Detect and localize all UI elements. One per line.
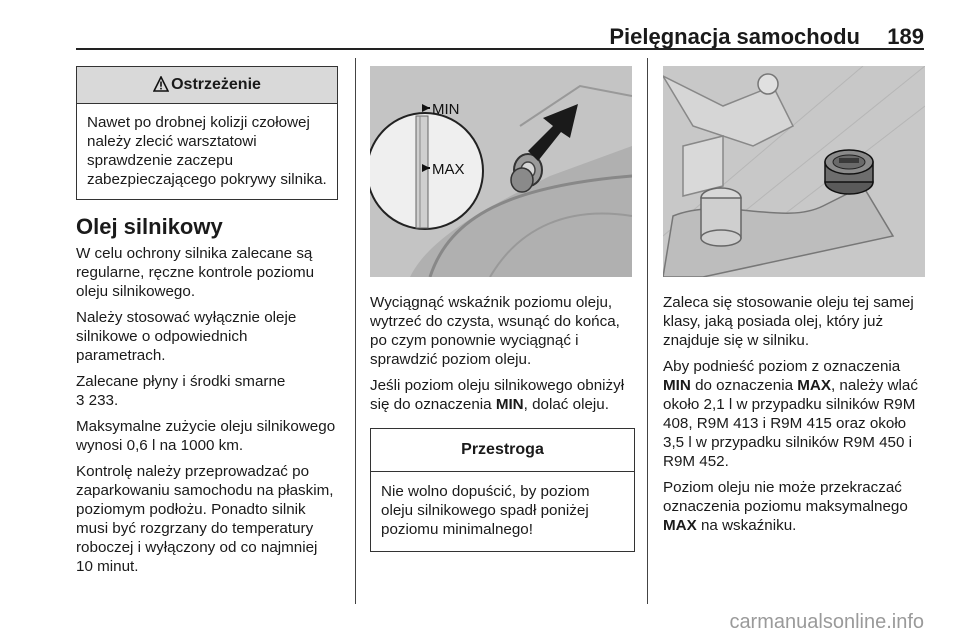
left-column xyxy=(76,66,338,583)
quantity-max-mark: MAX xyxy=(797,377,831,394)
paragraph-min-level xyxy=(370,376,635,414)
warning-header xyxy=(77,67,337,104)
min-level-text-a: Jeśli poziom oleju silnikowego obniżył się do oznaczenia xyxy=(370,377,625,413)
max-limit-mark: MAX xyxy=(663,517,697,534)
warning-icon xyxy=(153,70,169,106)
paragraph-consumption: Maksymalne zużycie oleju silnikowego wynosi 0,6 l na 1000 km. xyxy=(76,418,336,454)
caution-text: Nie wolno dopuścić, by poziom oleju silnikowego spadł poniżej poziomu minimalnego! xyxy=(381,483,590,538)
quantity-text-b: do oznaczenia xyxy=(690,377,798,394)
max-limit-text-b: na wskaźniku. xyxy=(696,517,797,534)
watermark: carmanualsonline.info xyxy=(729,611,924,633)
middle-column xyxy=(370,293,635,552)
section-heading: Olej silnikowy xyxy=(76,214,223,239)
column-divider-1 xyxy=(355,58,356,604)
paragraph-intro: W celu ochrony silnika zalecane są regularne, ręczne kontrole poziomu oleju silnikowego. xyxy=(76,245,315,300)
warning-box xyxy=(76,66,338,200)
paragraph-quantity xyxy=(663,357,928,471)
oil-filler-figure xyxy=(663,66,925,277)
warning-title: Ostrzeżenie xyxy=(171,76,261,93)
paragraph-fluids xyxy=(76,372,338,410)
paragraph-max-limit xyxy=(663,478,928,535)
dipstick-max-label: MAX xyxy=(432,161,465,178)
paragraph-oil-type: Należy stosować wyłącznie oleje silnikowe o odpowiednich parametrach. xyxy=(76,309,297,364)
quantity-min-mark: MIN xyxy=(663,377,691,394)
page-number: 189 xyxy=(887,24,924,49)
paragraph-dipstick-instructions: Wyciągnąć wskaźnik poziomu oleju, wytrzeć do czysta, wsunąć do końca, po czym ponownie wyciągnąć i sprawdzić poziom oleju. xyxy=(370,294,620,368)
right-column xyxy=(663,293,928,542)
max-limit-text-a: Poziom oleju nie może przekraczać oznaczenia poziomu maksymalnego xyxy=(663,479,908,515)
quantity-text-c: , należy wlać około 2,1 l w przypadku silników R9M 408, R9M 413 i R9M 415 oraz około 3,5 l w przypadku silników R9M 450 i R9M 452. xyxy=(663,377,918,470)
caution-box xyxy=(370,428,635,552)
page-title: Pielęgnacja samochodu xyxy=(609,24,860,49)
dipstick-illustration xyxy=(370,66,632,277)
min-mark: MIN xyxy=(495,396,524,413)
page-reference-link[interactable]: 3 233. xyxy=(76,392,119,409)
paragraph-same-class: Zaleca się stosowanie oleju tej samej klasy, jaką posiada olej, który już znajduje się w silniku. xyxy=(663,294,914,349)
warning-text: Nawet po drobnej kolizji czołowej należy zlecić warsztatowi sprawdzenie zaczepu zabezpieczającego pokrywy silnika. xyxy=(87,114,327,188)
dipstick-min-label: MIN xyxy=(432,101,460,118)
fluids-text: Zalecane płyny i środki smarne xyxy=(76,373,286,390)
paragraph-check-conditions: Kontrolę należy przeprowadzać po zaparkowaniu samochodu na płaskim, poziomym podłożu. Ponadto silnik musi być rozgrzany do temperatury roboczej i wyłączony od co najmniej 10 minut. xyxy=(76,463,334,575)
header-rule xyxy=(76,48,924,50)
column-divider-2 xyxy=(647,58,648,604)
caution-title: Przestroga xyxy=(371,429,634,472)
oil-filler-illustration xyxy=(663,66,925,277)
quantity-text-a: Aby podnieść poziom z oznaczenia xyxy=(663,358,901,375)
dipstick-figure xyxy=(370,66,632,277)
min-level-text-b: , dolać oleju. xyxy=(523,396,609,413)
